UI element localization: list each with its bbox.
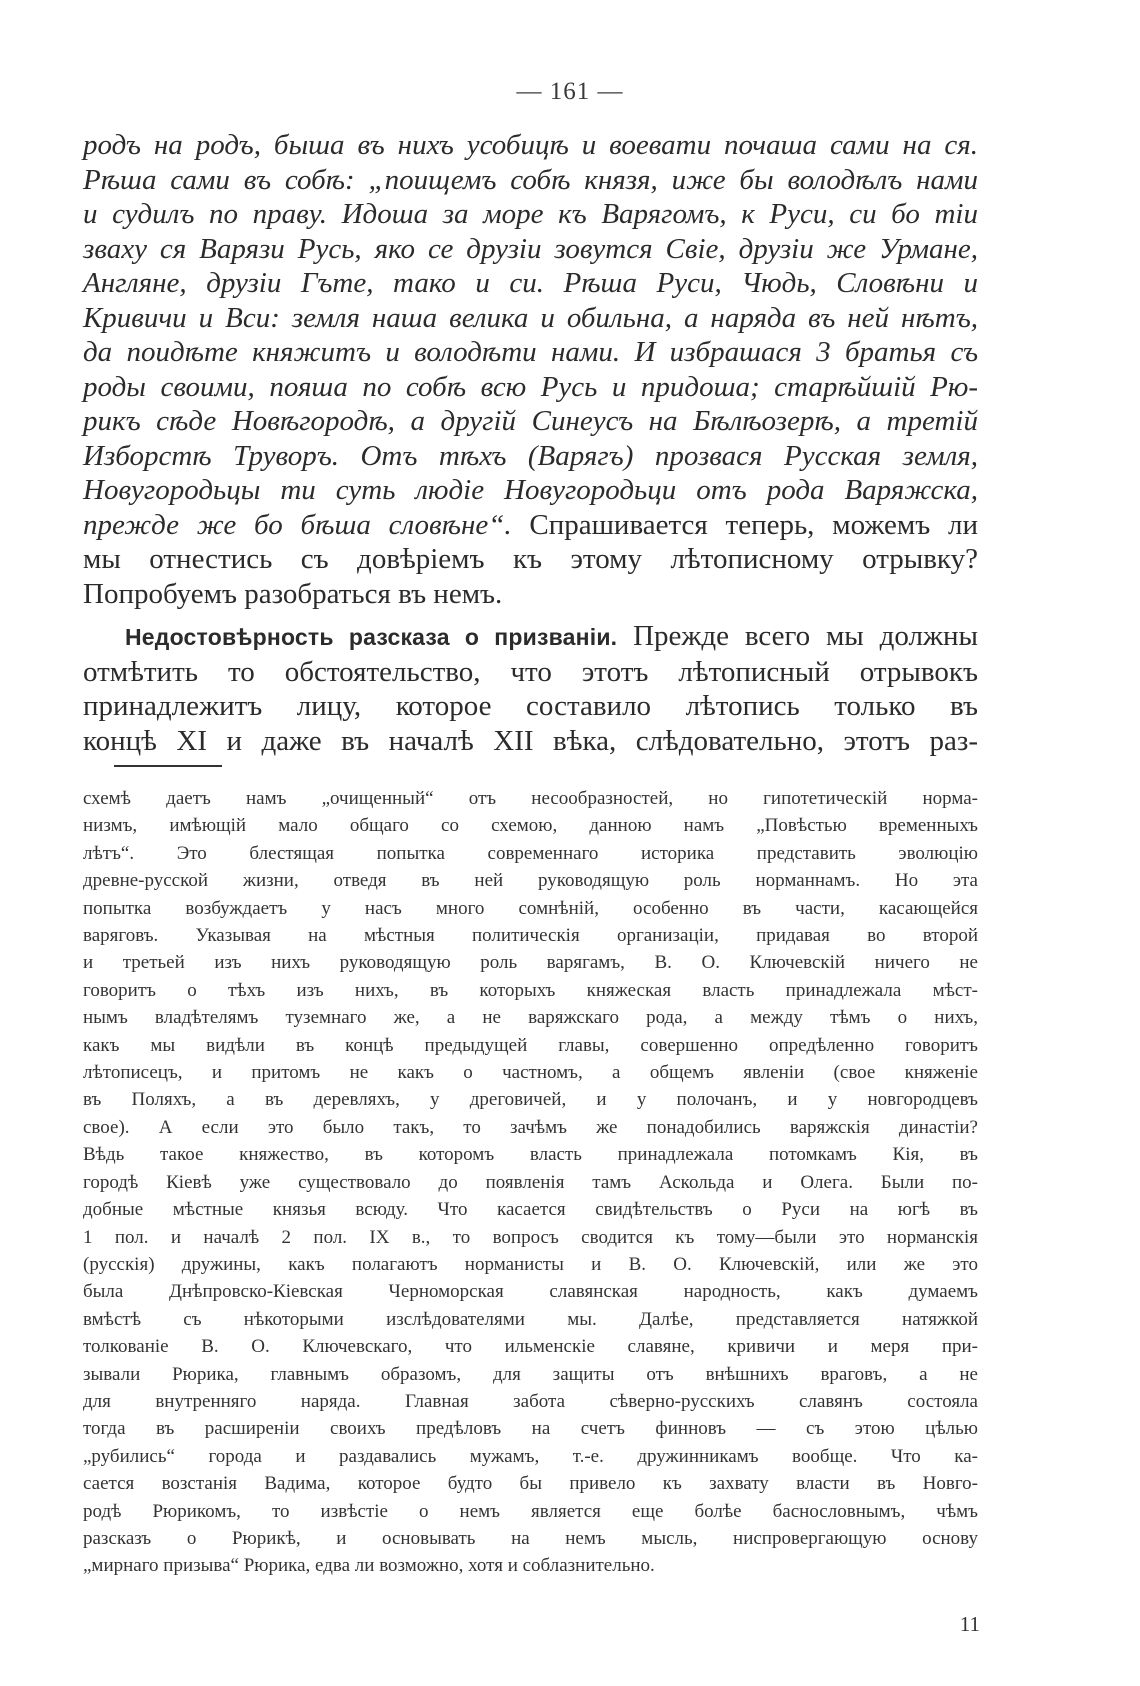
text-line bbox=[83, 577, 978, 612]
footnote-line: была Днѣпровско-Кiевская Черноморская славянская народность, какъ думаемъ bbox=[83, 1281, 978, 1303]
footnote-line: и третьей изъ нихъ руководящую роль варягамъ, В. О. Ключевскiй ничего не bbox=[83, 952, 978, 974]
body-text: Попробуемъ разобраться въ немъ. bbox=[83, 577, 503, 610]
footnote-line: лѣтописецъ, и притомъ не какъ о частномъ, а общемъ явленiи (свое княженiе bbox=[83, 1062, 978, 1084]
footnote-line: нымъ владѣтелямъ туземнаго же, а не варяжскаго рода, а между тѣмъ о нихъ, bbox=[83, 1007, 978, 1029]
quoted-chronicle-text: зваху ся Варязи Русь, яко се друзiи зовутся Свiе, друзiи же Урмане, bbox=[83, 232, 978, 265]
footnote-line: родѣ Рюрикомъ, то извѣстiе о немъ является еще болѣе баснословнымъ, чѣмъ bbox=[83, 1500, 978, 1522]
footnote-line: толкованiе В. О. Ключевскаго, что ильменскiе славяне, кривичи и меря при- bbox=[83, 1336, 978, 1358]
body-text: Прежде всего мы должны bbox=[617, 620, 978, 652]
text-line bbox=[83, 542, 978, 577]
footnote-line: говоритъ о тѣхъ изъ нихъ, въ которыхъ княжеская власть принадлежала мѣст- bbox=[83, 979, 978, 1001]
paragraph-gap bbox=[83, 611, 978, 619]
text-line bbox=[83, 232, 978, 267]
text-line bbox=[83, 128, 978, 163]
text-line bbox=[83, 197, 978, 232]
footnote-line: сается возстанiя Вадима, которое будто бы привело къ захвату власти въ Новго- bbox=[83, 1473, 978, 1495]
page-number: — 161 — bbox=[516, 78, 624, 105]
text-line bbox=[83, 508, 978, 543]
quoted-chronicle-text: Рѣша сами въ собѣ: „поищемъ собѣ князя, иже бы володѣлъ нами bbox=[83, 163, 978, 196]
text-line bbox=[83, 439, 978, 474]
quoted-chronicle-text: Англяне, друзiи Гъте, тако и си. Рѣша Руси, Чюдь, Словѣни и bbox=[83, 267, 978, 299]
quoted-chronicle-text: Изборстѣ Труворъ. Отъ тѣхъ (Варягъ) прозвася Русская земля, bbox=[83, 439, 978, 472]
signature-mark: 11 bbox=[959, 1612, 980, 1636]
quoted-chronicle-text: и судилъ по праву. Идоша за море къ Варягомъ, к Руси, си бо тiи bbox=[83, 198, 978, 230]
footnote-line: (русскiя) дружины, какъ полагаютъ норманисты и В. О. Ключевскiй, или же это bbox=[83, 1253, 978, 1275]
body-text: мы отнестись съ довѣрiемъ къ этому лѣтописному отрывку? bbox=[83, 543, 978, 575]
footnote-line: городѣ Кiевѣ уже существовало до появленiя тамъ Аскольда и Олега. Были по- bbox=[83, 1171, 978, 1193]
text-line bbox=[83, 655, 978, 690]
footnote-line: лѣтъ“. Это блестящая попытка современнаго историка представить эволюцiю bbox=[83, 842, 978, 864]
footnote-separator bbox=[114, 765, 222, 767]
footnote-line: въ Поляхъ, а въ деревляхъ, у дреговичей, и у полочанъ, и у новгородцевъ bbox=[83, 1089, 978, 1111]
footnote-line: попытка возбуждаетъ у насъ много сомнѣнiй, особенно въ части, касающейся bbox=[83, 897, 978, 919]
text-line bbox=[83, 301, 978, 336]
text-line bbox=[83, 689, 978, 724]
footnote-text bbox=[83, 785, 978, 1580]
text-line bbox=[83, 266, 978, 301]
quoted-chronicle-text: роды своими, пояша по собѣ всю Русь и придоша; старѣйшiй Рю- bbox=[83, 370, 978, 403]
text-line bbox=[83, 335, 978, 370]
footnote-line: варяговъ. Указывая на мѣстныя политическiя организацiи, придавая во второй bbox=[83, 925, 978, 947]
body-text: принадлежитъ лицу, которое составило лѣтопись только въ bbox=[83, 690, 978, 722]
quoted-chronicle-text: рикъ сѣде Новѣгородѣ, а другiй Синеусъ на Бѣлѣозерѣ, а третiй bbox=[83, 405, 978, 437]
footnote-line: схемѣ даетъ намъ „очищенный“ отъ несообразностей, но гипотетическiй норма- bbox=[83, 788, 978, 809]
footnote-line: разсказъ о Рюрикѣ, и основывать на немъ мысль, ниспровергающую основу bbox=[83, 1527, 978, 1549]
footnote-line: свое). А если это было такъ, то зачѣмъ же понадобились варяжскiя династiи? bbox=[83, 1116, 978, 1138]
body-text: концѣ XI и даже въ началѣ XII вѣка, слѣдовательно, этотъ раз- bbox=[83, 724, 978, 757]
footnote-line: какъ мы видѣли въ концѣ предыдущей главы, совершенно опредѣленно говоритъ bbox=[83, 1034, 978, 1056]
quoted-chronicle-text: прежде же бо бѣша словѣне“. bbox=[83, 508, 512, 541]
quoted-chronicle-text: Кривичи и Вси: земля наша велика и обильна, а наряда въ ней нѣтъ, bbox=[83, 301, 978, 334]
footnote-line: добные мѣстные князья всюду. Что касается свидѣтельствъ о Руси на югѣ въ bbox=[83, 1199, 978, 1221]
footnote-line: „мирнаго призыва“ Рюрика, едва ли возможно, хотя и соблазнительно. bbox=[83, 1555, 655, 1577]
footnote-line: „рубились“ города и раздавались мужамъ, т.-е. дружинникамъ вообще. Что ка- bbox=[83, 1445, 978, 1467]
body-text: Спрашивается теперь, можемъ ли bbox=[511, 508, 978, 541]
quoted-chronicle-text: да поидѣте княжитъ и володѣти нами. И избрашася 3 братья съ bbox=[83, 336, 978, 368]
footnote-line: зывали Рюрика, главнымъ образомъ, для защиты отъ внѣшнихъ враговъ, а не bbox=[83, 1363, 978, 1385]
text-line bbox=[83, 404, 978, 439]
quoted-chronicle-text: родъ на родъ, быша въ нихъ усобицѣ и воевати почаша сами на ся. bbox=[83, 129, 978, 161]
footnote-line: для внутренняго наряда. Главная забота сѣверно-русскихъ славянъ состояла bbox=[83, 1390, 978, 1412]
text-line bbox=[83, 619, 978, 655]
section-heading: Недостовѣрность разсказа о призванiи. bbox=[125, 624, 618, 650]
text-line bbox=[83, 370, 978, 405]
footnote-line: низмъ, имѣющiй мало общаго со схемою, данною намъ „Повѣстью временныхъ bbox=[83, 815, 978, 837]
footnote-line: вмѣстѣ съ нѣкоторыми изслѣдователями мы. Далѣе, представляется натяжкой bbox=[83, 1308, 978, 1330]
footnote-line: 1 пол. и началѣ 2 пол. IX в., то вопросъ сводится къ тому—были это норманскiя bbox=[83, 1226, 978, 1248]
main-body-text bbox=[83, 128, 978, 758]
footnote-line: Вѣдь такое княжество, въ которомъ власть принадлежала потомкамъ Кiя, въ bbox=[83, 1144, 978, 1166]
body-text: отмѣтить то обстоятельство, что этотъ лѣтописный отрывокъ bbox=[83, 655, 978, 688]
quoted-chronicle-text: Новугородьцы ти суть людiе Новугородьци отъ рода Варяжска, bbox=[83, 474, 978, 506]
footnote-line: тогда въ расширенiи своихъ предѣловъ на счетъ финновъ — съ этою цѣлью bbox=[83, 1418, 978, 1440]
text-line bbox=[83, 724, 978, 759]
text-line bbox=[83, 163, 978, 198]
footnote-line: древне-русской жизни, отведя въ ней руководящую роль норманнамъ. Но эта bbox=[83, 870, 978, 892]
text-line bbox=[83, 473, 978, 508]
